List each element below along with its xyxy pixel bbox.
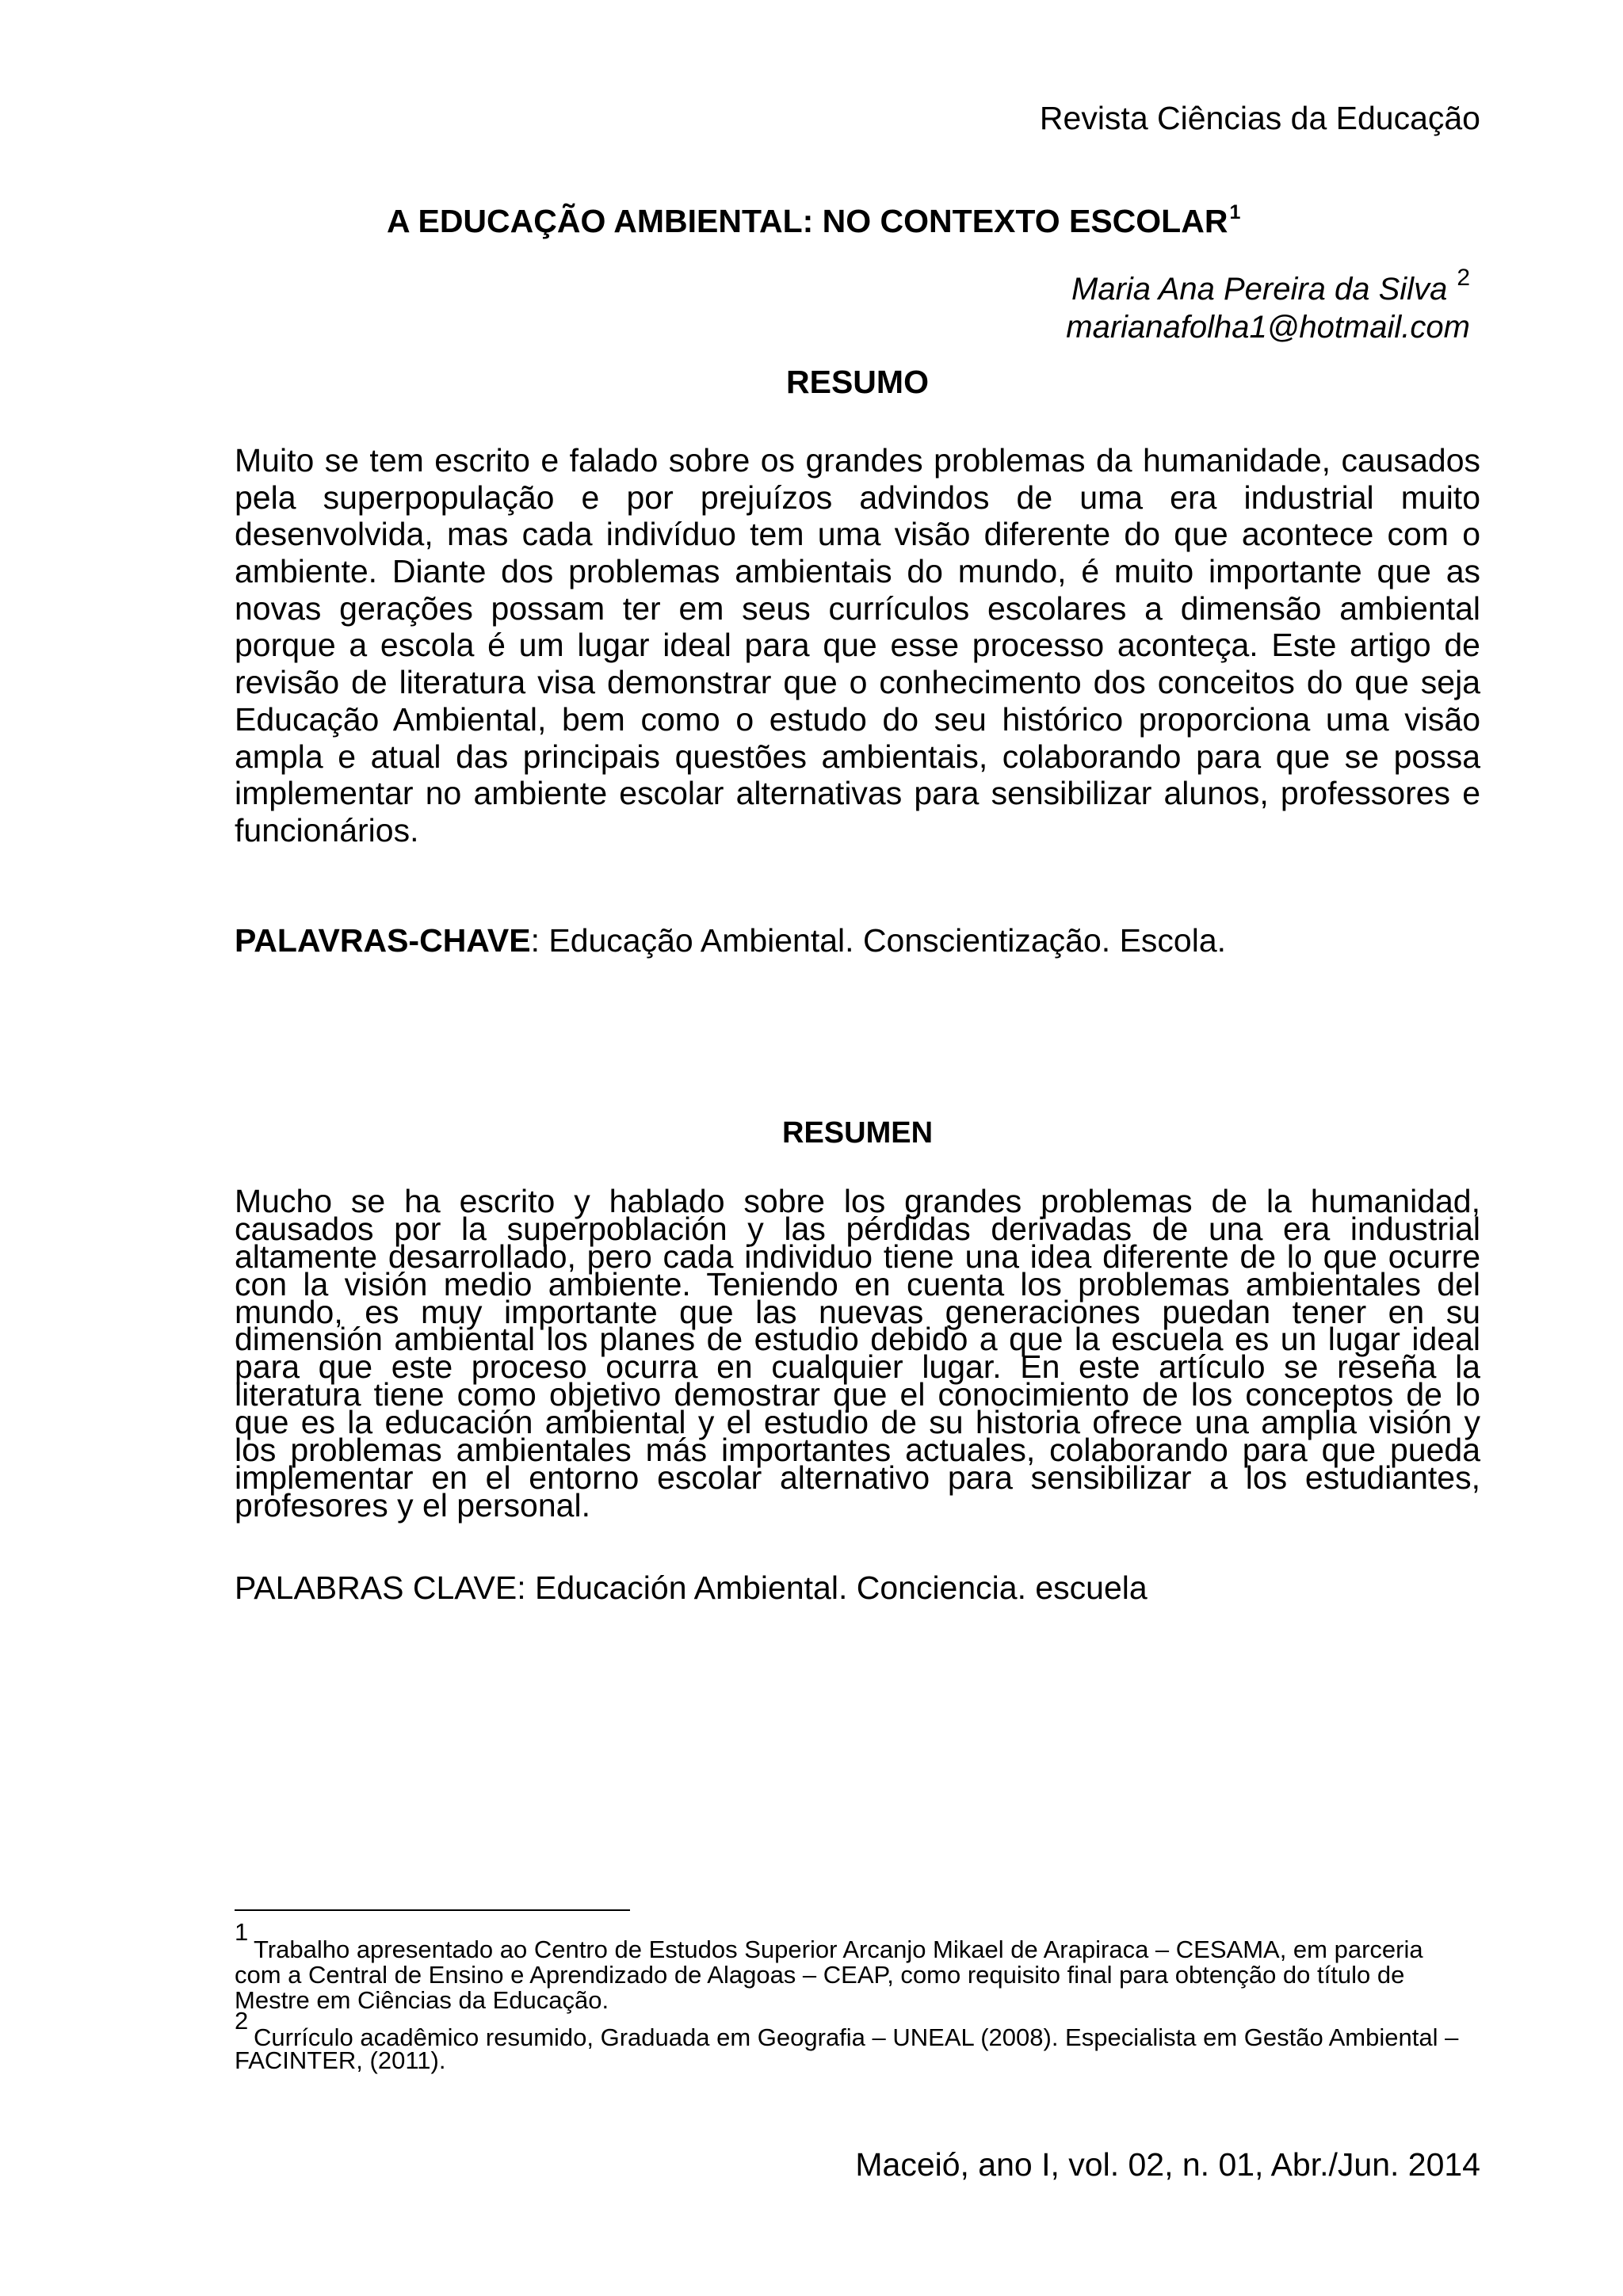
resumen-line: altamente desarrollado, pero cada individuo tiene una idea diferente de lo que ocurre [235, 1238, 1480, 1275]
footnote-line: Mestre em Ciências da Educação. [235, 1986, 609, 2014]
resumo-line: funcionários. [235, 811, 419, 849]
author-line [1066, 265, 1470, 310]
footnote-line: Currículo acadêmico resumido, Graduada em Geografia – UNEAL (2008). Especialista em Gestão Ambiental – [254, 2023, 1459, 2051]
footnote-1-marker: 1 [235, 1918, 249, 1946]
resumo-line: revisão de literatura visa demonstrar que o conhecimento dos conceitos do que seja [235, 664, 1480, 701]
resumo-line: Muito se tem escrito e falado sobre os grandes problemas da humanidade, causados [235, 442, 1480, 479]
author-block [1066, 265, 1470, 345]
resumo-line: desenvolvida, mas cada indivíduo tem uma visão diferente do que acontece com o [235, 516, 1480, 553]
resumo-paragraph [235, 442, 1480, 849]
footnote-1 [235, 1937, 1480, 2013]
resumen-line: mundo, es muy importante que las nuevas generaciones puedan tener en su [235, 1293, 1480, 1330]
resumen-line: los problemas ambientales más importantes actuales, colaborando para que pueda [235, 1432, 1480, 1469]
palavras-chave-label: PALAVRAS-CHAVE [235, 922, 531, 959]
resumen-line: con la visión medio ambiente. Teniendo en cuenta los problemas ambientales del [235, 1265, 1480, 1302]
footnote-line: FACINTER, (2011). [235, 2046, 446, 2074]
palabras-clave: PALABRAS CLAVE: Educación Ambiental. Conciencia. escuela [235, 1569, 1148, 1606]
title-footnote-marker: 1 [1229, 201, 1241, 223]
resumen-line: implementar en el entorno escolar alternativo para sensibilizar a los estudiantes, [235, 1459, 1480, 1496]
resumen-line: causados por la superpoblación y las pérdidas derivadas de una era industrial [235, 1210, 1480, 1247]
footnote-separator [235, 1909, 630, 1911]
article-title [387, 202, 1240, 245]
issue-footer: Maceió, ano I, vol. 02, n. 01, Abr./Jun. 2014 [855, 2146, 1480, 2183]
resumo-line: ambiente. Diante dos problemas ambientais do mundo, é muito importante que as [235, 553, 1480, 590]
resumo-line: implementar no ambiente escolar alternativas para sensibilizar alunos, professores e [235, 775, 1480, 812]
resumen-paragraph [235, 1183, 1480, 1524]
footnote-2-marker: 2 [235, 2007, 249, 2035]
resumen-line: literatura tiene como objetivo demostrar que el conocimiento de los conceptos de lo [235, 1376, 1480, 1413]
resumen-line: dimensión ambiental los planes de estudio debido a que la escuela es un lugar ideal [235, 1321, 1480, 1358]
palavras-chave-text: : Educação Ambiental. Conscientização. Escola. [530, 922, 1227, 959]
resumen-line: Mucho se ha escrito y hablado sobre los grandes problemas de la humanidad, [235, 1183, 1480, 1219]
resumen-line: para que este proceso ocurra en cualquier lugar. En este artículo se reseña la [235, 1348, 1480, 1386]
resumen-heading: RESUMEN [782, 1116, 934, 1150]
resumo-line: pela superpopulação e por prejuízos advindos de uma era industrial muito [235, 479, 1480, 516]
footnote-line: Trabalho apresentado ao Centro de Estudos Superior Arcanjo Mikael de Arapiraca – CESAMA, em parceria [254, 1936, 1423, 1963]
resumen-line: profesores y el personal. [235, 1486, 590, 1524]
article-title-text: A EDUCAÇÃO AMBIENTAL: NO CONTEXTO ESCOLAR [387, 203, 1228, 239]
resumo-line: porque a escola é um lugar ideal para que esse processo aconteça. Este artigo de [235, 627, 1480, 664]
author-email: marianafolha1@hotmail.com [1066, 310, 1470, 345]
resumo-line: Educação Ambiental, bem como o estudo do seu histórico proporciona uma visão [235, 700, 1480, 738]
footnote-line: com a Central de Ensino e Aprendizado de Alagoas – CEAP, como requisito final para obtenção do título de [235, 1961, 1405, 1989]
resumo-heading: RESUMO [786, 364, 929, 400]
resumo-line: ampla e atual das principais questões ambientais, colaborando para que se possa [235, 738, 1480, 775]
palavras-chave [235, 921, 1226, 959]
author-footnote-marker: 2 [1457, 265, 1470, 291]
journal-header: Revista Ciências da Educação [1039, 100, 1480, 136]
footnote-2 [235, 2023, 1480, 2074]
resumen-line: que es la educación ambiental y el estudio de su historia ofrece una amplia visión y [235, 1404, 1480, 1441]
author-name: Maria Ana Pereira da Silva [1071, 272, 1448, 307]
resumo-line: novas gerações possam ter em seus currículos escolares a dimensão ambiental [235, 589, 1480, 627]
